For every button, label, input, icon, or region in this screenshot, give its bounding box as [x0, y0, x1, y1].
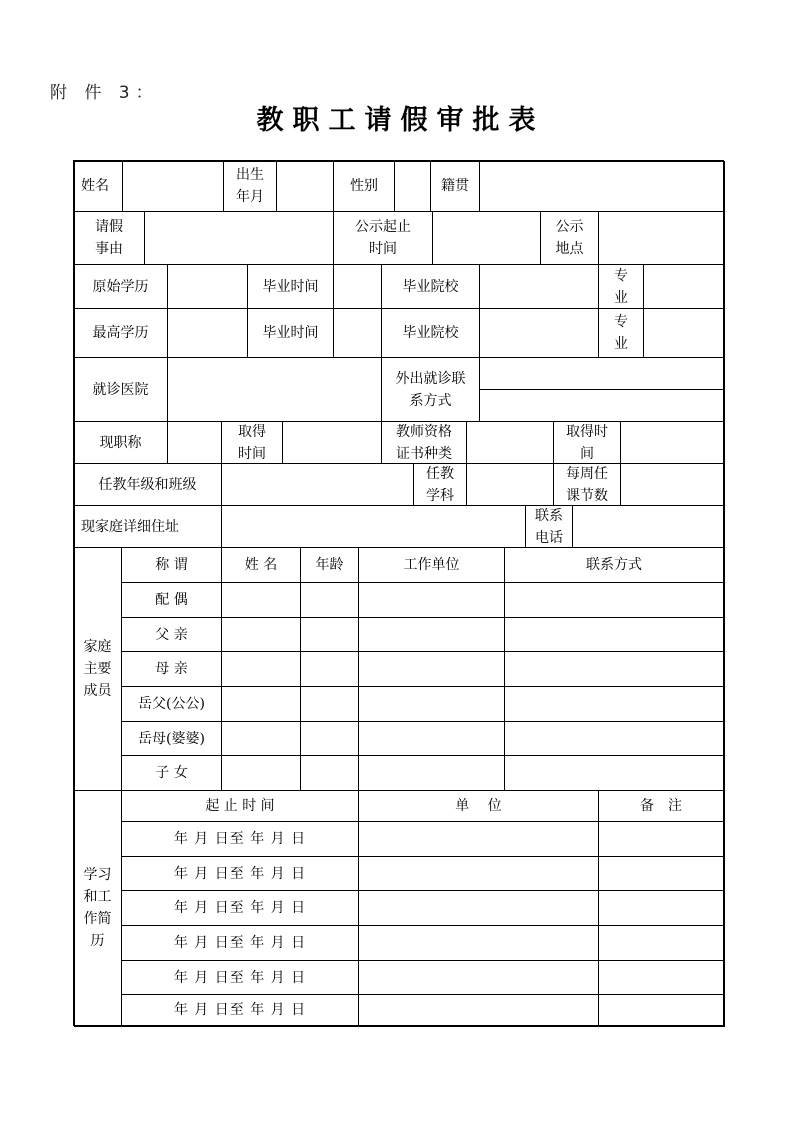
family-cell[interactable] — [504, 582, 724, 618]
resume-date-range — [121, 925, 359, 961]
family-header-employer — [358, 547, 505, 583]
family-cell[interactable] — [221, 686, 301, 722]
page-title: 教职工请假审批表 — [256, 105, 545, 136]
family-relation-text: 子 女 — [155, 765, 188, 781]
family-cell[interactable] — [221, 617, 301, 652]
subject-field[interactable] — [466, 463, 554, 506]
gender-label-text: 性别 — [350, 178, 378, 194]
birth-field[interactable] — [276, 160, 334, 212]
resume-section-label-text: 学习 和工 作简 历 — [83, 867, 112, 949]
cert-time-field[interactable] — [620, 421, 724, 464]
family-cell[interactable] — [504, 617, 724, 652]
resume-unit-cell[interactable] — [358, 890, 599, 926]
name-label — [73, 160, 123, 212]
family-cell[interactable] — [300, 686, 359, 722]
birth-label-text: 出生 年月 — [236, 167, 264, 205]
resume-remarks-cell[interactable] — [598, 821, 724, 857]
family-relation — [121, 582, 222, 618]
resume-remarks-cell[interactable] — [598, 994, 724, 1026]
original-grad-time-label — [247, 264, 334, 309]
weekly-hours-label-text: 每周任 课节数 — [566, 465, 608, 504]
family-cell[interactable] — [504, 686, 724, 722]
family-section-label-text: 家庭 主要 成员 — [83, 639, 112, 699]
family-cell[interactable] — [358, 582, 505, 618]
resume-remarks-cell[interactable] — [598, 960, 724, 995]
highest-school-label-text: 毕业院校 — [402, 325, 459, 341]
family-cell[interactable] — [221, 721, 301, 756]
reason-field[interactable] — [144, 211, 334, 265]
cert-time-label — [553, 421, 621, 464]
family-cell[interactable] — [300, 755, 359, 791]
family-cell[interactable] — [358, 617, 505, 652]
family-cell[interactable] — [221, 582, 301, 618]
medical-contact-label — [381, 357, 480, 422]
birth-label — [223, 160, 277, 212]
family-relation — [121, 651, 222, 687]
original-major-label — [598, 264, 644, 309]
resume-remarks-cell[interactable] — [598, 856, 724, 891]
title-obtain-time-field[interactable] — [282, 421, 382, 464]
hospital-field[interactable] — [167, 357, 382, 422]
highest-school-label — [381, 308, 480, 358]
resume-unit-cell[interactable] — [358, 925, 599, 961]
family-cell[interactable] — [300, 651, 359, 687]
resume-unit-cell[interactable] — [358, 856, 599, 891]
resume-date-range — [121, 890, 359, 926]
family-cell[interactable] — [221, 651, 301, 687]
resume-remarks-cell[interactable] — [598, 925, 724, 961]
cert-time-label-text: 取得时 间 — [566, 423, 608, 462]
family-relation — [121, 721, 222, 756]
family-relation-text: 母 亲 — [155, 661, 188, 677]
resume-date-range — [121, 994, 359, 1026]
resume-unit-cell[interactable] — [358, 994, 599, 1026]
family-cell[interactable] — [358, 651, 505, 687]
highest-education-label-text: 最高学历 — [92, 325, 149, 341]
family-header-age-text: 年龄 — [315, 557, 344, 573]
resume-date-range — [121, 821, 359, 857]
resume-unit-cell[interactable] — [358, 960, 599, 995]
reason-label-text: 请假 事由 — [95, 219, 123, 257]
name-label-text: 姓名 — [81, 178, 109, 194]
family-cell[interactable] — [221, 755, 301, 791]
family-header-relation-text: 称 谓 — [155, 557, 188, 573]
grade-class-field[interactable] — [221, 463, 414, 506]
resume-date-range-text: 年 月 日至 年 月 日 — [173, 831, 307, 847]
subject-label — [413, 463, 467, 506]
family-cell[interactable] — [504, 721, 724, 756]
highest-education-label — [73, 308, 168, 358]
grade-class-label-text: 任教年级和班级 — [98, 476, 197, 493]
family-header-relation — [121, 547, 222, 583]
highest-grad-time-label — [247, 308, 334, 358]
resume-date-range-text: 年 月 日至 年 月 日 — [173, 935, 307, 951]
family-relation-text: 配 偶 — [155, 592, 188, 608]
family-cell[interactable] — [358, 755, 505, 791]
family-cell[interactable] — [300, 582, 359, 618]
job-title-field[interactable] — [167, 421, 222, 464]
family-header-name-text: 姓 名 — [244, 557, 278, 573]
family-section-label — [73, 547, 122, 791]
resume-header-period-text: 起 止 时 间 — [205, 798, 275, 814]
family-header-contact — [504, 547, 724, 583]
resume-remarks-cell[interactable] — [598, 890, 724, 926]
grade-class-label — [73, 463, 222, 506]
address-field[interactable] — [221, 505, 526, 548]
weekly-hours-label — [553, 463, 621, 506]
resume-date-range-text: 年 月 日至 年 月 日 — [173, 865, 307, 882]
family-header-contact-text: 联系方式 — [586, 557, 642, 573]
original-school-label — [381, 264, 480, 309]
original-school-field[interactable] — [479, 264, 599, 309]
job-title-label-text: 现职称 — [99, 434, 142, 451]
family-relation — [121, 755, 222, 791]
name-field[interactable] — [122, 160, 224, 212]
native-field[interactable] — [479, 160, 724, 212]
gender-field[interactable] — [394, 160, 431, 212]
family-cell[interactable] — [504, 651, 724, 687]
original-major-label-text: 专 业 — [614, 267, 628, 306]
highest-major-field[interactable] — [643, 308, 724, 358]
phone-label-text: 联系 电话 — [535, 507, 563, 546]
family-relation-text: 父 亲 — [155, 626, 188, 643]
gender-label — [333, 160, 395, 212]
publicity-period-label — [333, 211, 433, 265]
original-education-label — [73, 264, 168, 309]
medical-contact-field-2[interactable] — [479, 389, 724, 422]
resume-date-range-text: 年 月 日至 年 月 日 — [173, 1002, 307, 1018]
resume-header-remarks-text: 备 注 — [640, 798, 682, 814]
original-education-field[interactable] — [167, 264, 248, 309]
original-major-field[interactable] — [643, 264, 724, 309]
subject-label-text: 任教 学科 — [426, 465, 454, 504]
highest-major-label — [598, 308, 644, 358]
title-obtain-time-label — [221, 421, 283, 464]
family-cell[interactable] — [358, 721, 505, 756]
native-label — [430, 160, 480, 212]
publicity-period-label-text: 公示起止 时间 — [355, 219, 411, 257]
hospital-label — [73, 357, 168, 422]
resume-header-period — [121, 790, 359, 822]
family-cell[interactable] — [504, 755, 724, 791]
publicity-period-field[interactable] — [432, 211, 541, 265]
family-relation — [121, 686, 222, 722]
title-obtain-time-label-text: 取得 时间 — [238, 423, 266, 462]
reason-label — [73, 211, 145, 265]
resume-date-range — [121, 856, 359, 891]
original-school-label-text: 毕业院校 — [402, 278, 459, 295]
weekly-hours-field[interactable] — [620, 463, 724, 506]
highest-grad-time-label-text: 毕业时间 — [262, 325, 319, 341]
resume-date-range-text: 年 月 日至 年 月 日 — [173, 969, 307, 986]
family-header-age — [300, 547, 359, 583]
family-header-employer-text: 工作单位 — [403, 557, 460, 573]
highest-major-label-text: 专 业 — [614, 314, 628, 352]
hospital-label-text: 就诊医院 — [92, 381, 149, 398]
native-label-text: 籍贯 — [441, 178, 469, 194]
attachment-label: 附 件 3： — [50, 83, 159, 103]
resume-header-unit-text: 单 位 — [455, 798, 502, 814]
phone-field[interactable] — [572, 505, 724, 548]
highest-school-field[interactable] — [479, 308, 599, 358]
medical-contact-label-text: 外出就诊联 系方式 — [395, 370, 466, 409]
publicity-place-label — [540, 211, 599, 265]
phone-label — [525, 505, 573, 548]
resume-date-range-text: 年 月 日至 年 月 日 — [173, 900, 307, 916]
address-label-text: 现家庭详细住址 — [81, 518, 179, 535]
cert-type-label — [381, 421, 467, 464]
family-relation-text: 岳母(婆婆) — [138, 730, 205, 747]
highest-grad-time-field[interactable] — [333, 308, 382, 358]
family-relation-text: 岳父(公公) — [138, 696, 205, 712]
job-title-label — [73, 421, 168, 464]
resume-unit-cell[interactable] — [358, 821, 599, 857]
publicity-place-label-text: 公示 地点 — [555, 219, 584, 257]
family-cell[interactable] — [300, 617, 359, 652]
resume-header-remarks — [598, 790, 724, 822]
family-cell[interactable] — [358, 686, 505, 722]
cert-type-label-text: 教师资格 证书种类 — [396, 423, 452, 462]
address-label — [73, 505, 222, 548]
original-grad-time-field[interactable] — [333, 264, 382, 309]
original-education-label-text: 原始学历 — [92, 278, 149, 295]
resume-date-range — [121, 960, 359, 995]
resume-section-label — [73, 790, 122, 1026]
medical-contact-field-1[interactable] — [479, 357, 724, 390]
original-grad-time-label-text: 毕业时间 — [262, 278, 319, 295]
family-header-name — [221, 547, 301, 583]
cert-type-field[interactable] — [466, 421, 554, 464]
highest-education-field[interactable] — [167, 308, 248, 358]
publicity-place-field[interactable] — [598, 211, 724, 265]
family-cell[interactable] — [300, 721, 359, 756]
family-relation — [121, 617, 222, 652]
resume-header-unit — [358, 790, 599, 822]
